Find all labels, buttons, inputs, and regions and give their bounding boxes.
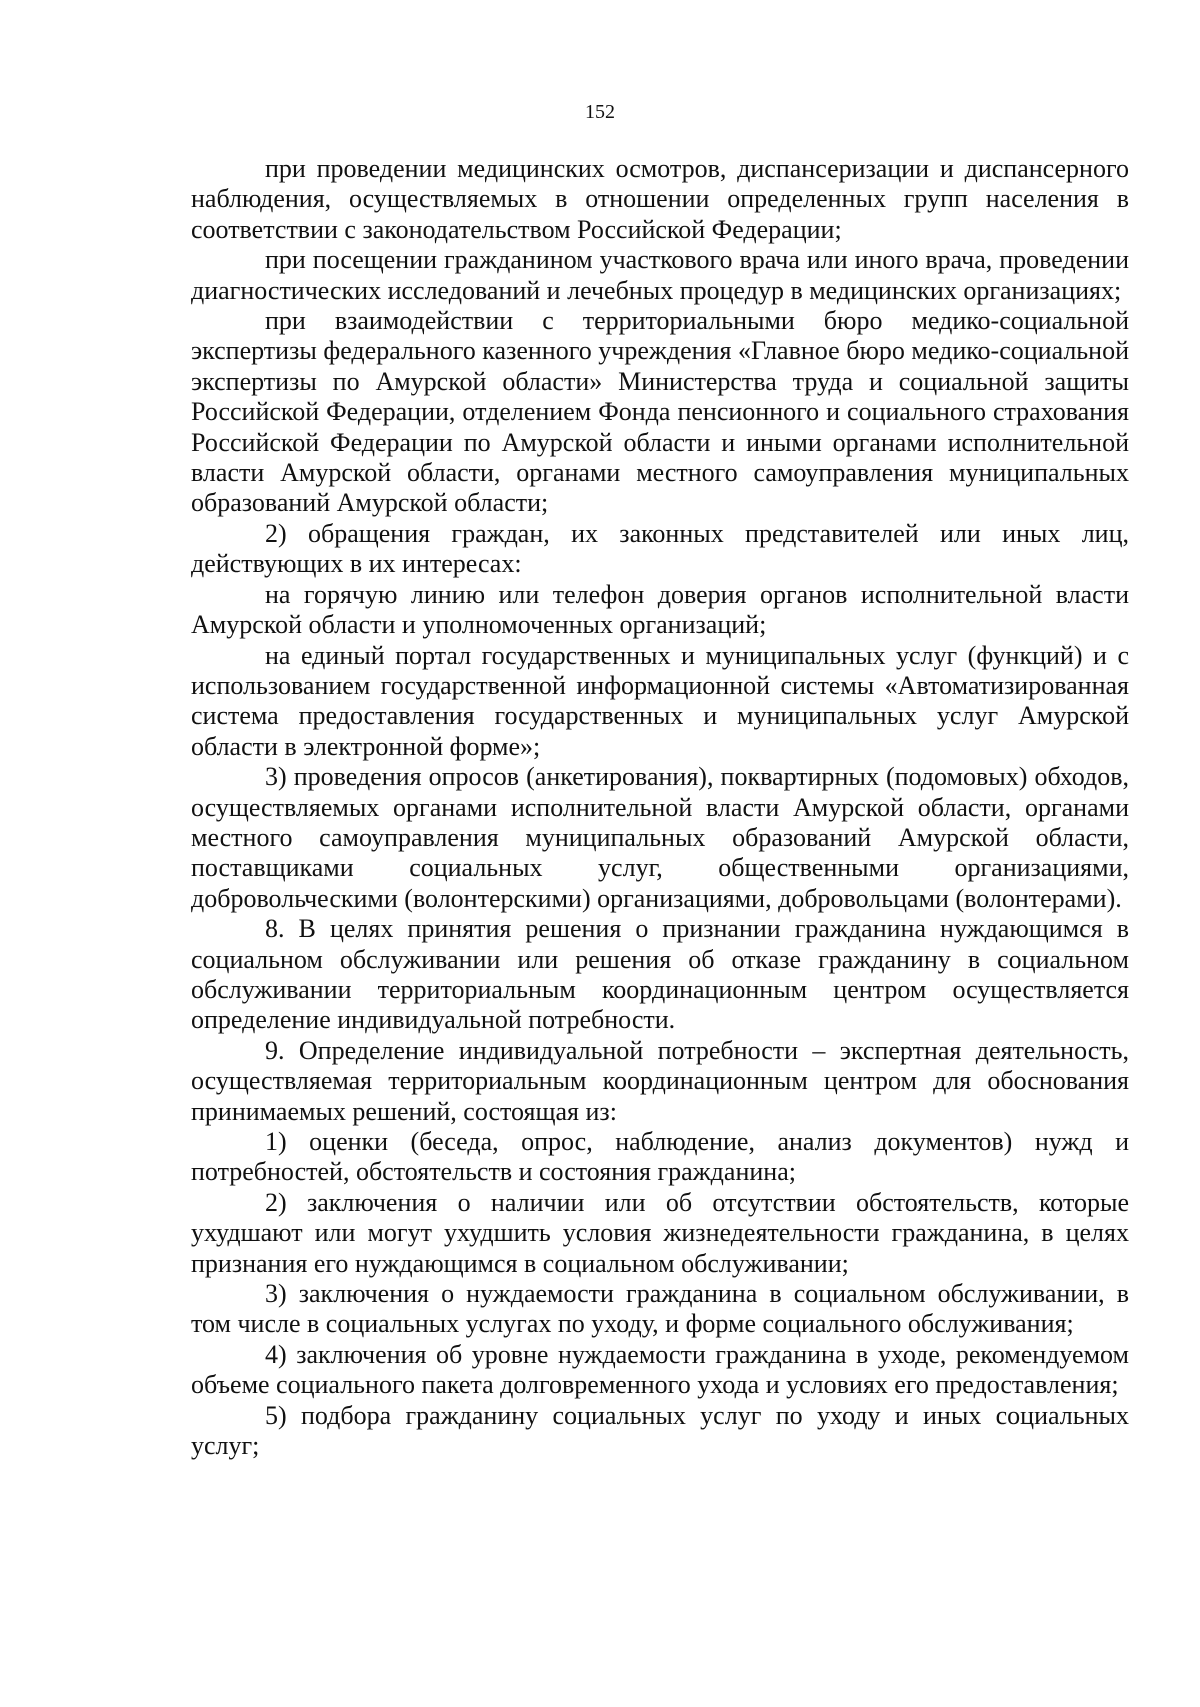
document-body (191, 154, 1129, 1461)
paragraph-item-9: 9. Определение индивидуальной потребности – экспертная деятельность, осуществляемая территориальным координационным центром для обоснования принимаемых решений, состоящая из: (191, 1035, 1129, 1126)
paragraph-subitem-2: 2) заключения о наличии или об отсутствии обстоятельств, которые ухудшают или могут ухудшить условия жизнедеятельности гражданина, в целях признания его нуждающимся в социальном обслуживании; (191, 1187, 1129, 1278)
paragraph-unified-portal: на единый портал государственных и муниципальных услуг (функций) и с использованием государственной информационной системы «Автоматизированная система предоставления государственных и муниципальных услуг Амурской области в электронной форме»; (191, 640, 1129, 761)
paragraph-citizen-appeals: 2) обращения граждан, их законных представителей или иных лиц, действующих в их интересах: (191, 518, 1129, 579)
paragraph-doctor-visit: при посещении гражданином участкового врача или иного врача, проведении диагностических исследований и лечебных процедур в медицинских организациях; (191, 245, 1129, 305)
paragraph-item-8: 8. В целях принятия решения о признании гражданина нуждающимся в социальном обслуживании или решения об отказе гражданину в социальном обслуживании территориальным координационным центром осуществляется определение индивидуальной потребности. (191, 914, 1129, 1035)
paragraph-subitem-1: 1) оценки (беседа, опрос, наблюдение, анализ документов) нужд и потребностей, обстоятельств и состояния гражданина; (191, 1127, 1129, 1187)
paragraph-subitem-3: 3) заключения о нуждаемости гражданина в социальном обслуживании, в том числе в социальных услугах по уходу, и форме социального обслуживания; (191, 1279, 1129, 1339)
paragraph-hotline: на горячую линию или телефон доверия органов исполнительной власти Амурской области и уполномоченных организаций; (191, 579, 1129, 640)
paragraph-subitem-5: 5) подбора гражданину социальных услуг по уходу и иных социальных услуг; (191, 1400, 1129, 1461)
page-number: 152 (585, 101, 615, 123)
paragraph-interaction-bureaus: при взаимодействии с территориальными бюро медико-социальной экспертизы федерального казенного учреждения «Главное бюро медико-социальной экспертизы по Амурской области» Министерства труда и социальной защиты Российской Федерации, отделением Фонда пенсионного и социального страхования Российской Федерации по Амурской области и иными органами исполнительной власти Амурской области, органами местного самоуправления муниципальных образований Амурской области; (191, 306, 1129, 518)
paragraph-subitem-4: 4) заключения об уровне нуждаемости гражданина в уходе, рекомендуемом объеме социального пакета долговременного ухода и условиях его предоставления; (191, 1339, 1129, 1400)
paragraph-medical-examinations: при проведении медицинских осмотров, диспансеризации и диспансерного наблюдения, осуществляемых в отношении определенных групп населения в соответствии с законодательством Российской Федерации; (191, 154, 1129, 244)
paragraph-surveys: 3) проведения опросов (анкетирования), поквартирных (подомовых) обходов, осуществляемых органами исполнительной власти Амурской области, органами местного самоуправления муниципальных образований Амурской области, поставщиками социальных услуг, общественными организациями, добровольческими (волонтерскими) организациями, добровольцами (волонтерами). (191, 762, 1129, 913)
